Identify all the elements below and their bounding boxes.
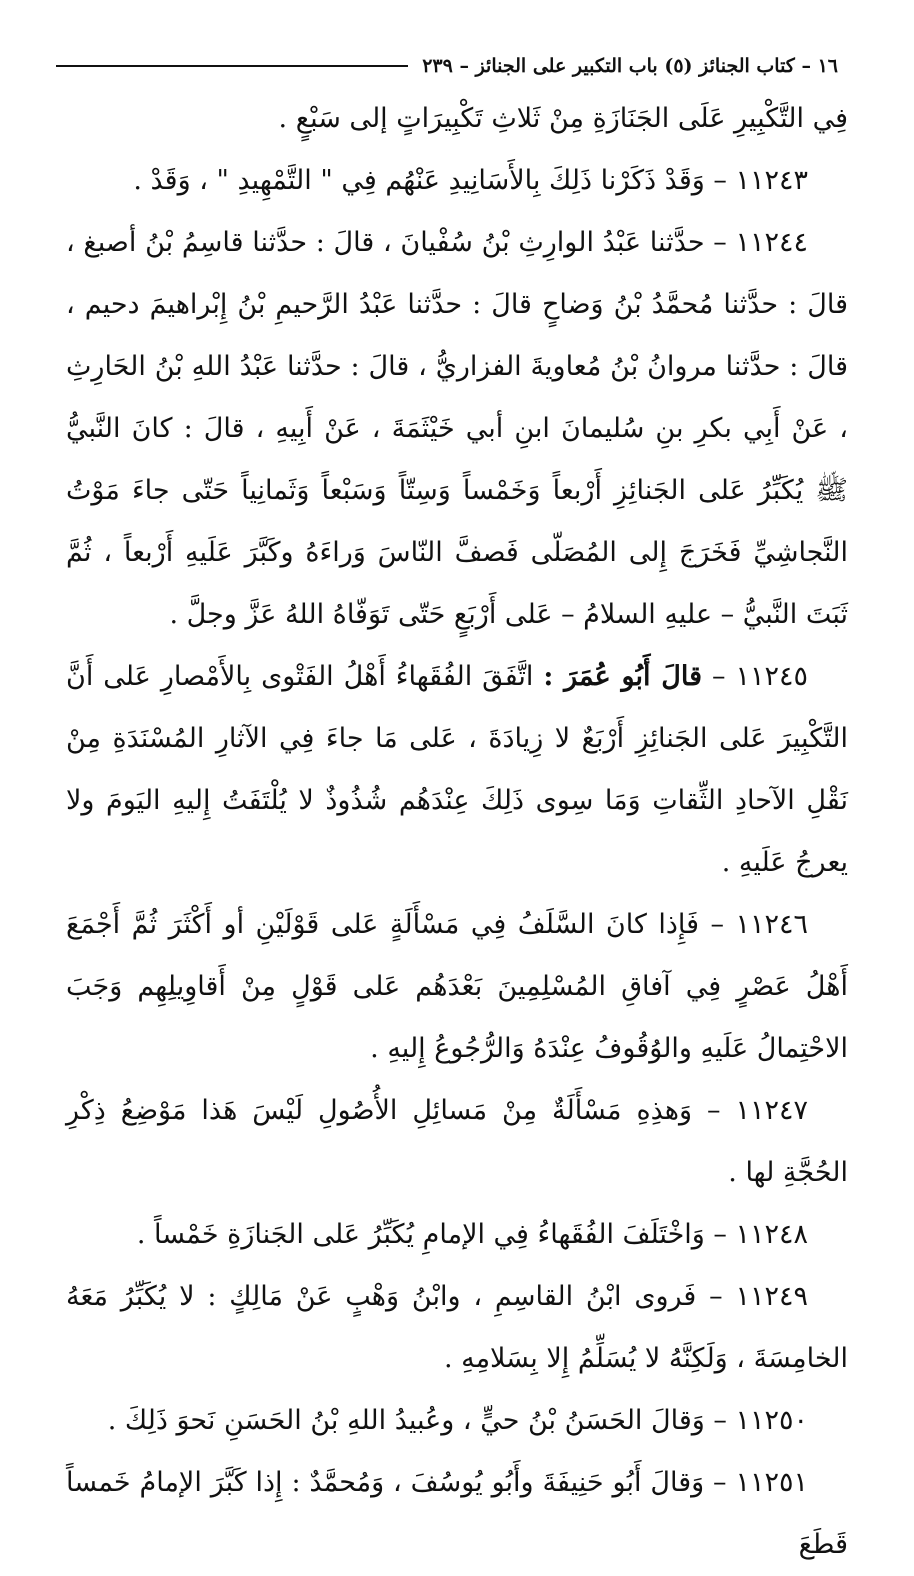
paragraph-11249 bbox=[66, 1266, 848, 1390]
paragraph-text: فِي التَّكْبِيرِ عَلَى الجَنَازَةِ مِنْ ثَلاثِ تَكْبِيرَاتٍ إلى سَبْعٍ . bbox=[278, 103, 848, 134]
paragraph-11243 bbox=[66, 150, 848, 212]
header-rule bbox=[56, 65, 408, 67]
paragraph-number: ١١٢٤٦ bbox=[735, 909, 808, 940]
paragraph-11244 bbox=[66, 212, 848, 646]
paragraph-number: ١١٢٤٣ bbox=[735, 165, 808, 196]
paragraph-number: ١١٢٥٠ bbox=[735, 1405, 808, 1436]
paragraph-11248 bbox=[66, 1204, 848, 1266]
paragraph-text: – وَقالَ الحَسَنُ بْنُ حيٍّ ، وعُبيدُ اللهِ بْنُ الحَسَنِ نَحوَ ذَلِكَ . bbox=[107, 1405, 727, 1436]
paragraph-number: ١١٢٤٨ bbox=[735, 1219, 808, 1250]
paragraph-text: – وَقالَ أَبُو حَنِيفَةَ وأَبُو يُوسُفَ ، وَمُحمَّدٌ : إِذا كَبَّرَ الإمامُ خَمساً قَطَعَ bbox=[66, 1467, 848, 1560]
header-title: ١٦ – كتاب الجنائز (٥) باب التكبير على الجنائز – ٢٣٩ bbox=[422, 55, 838, 77]
paragraph-11247 bbox=[66, 1080, 848, 1204]
paragraph-11251 bbox=[66, 1452, 848, 1576]
body-text bbox=[66, 88, 848, 1576]
paragraph-text: – فَروى ابْنُ القاسِمِ ، وابْنُ وَهْبٍ عَنْ مَالِكٍ : لا يُكَبِّرُ مَعَهُ الخامِسَةَ ، وَلَكِنَّهُ لا يُسَلِّمُ إِلا بِسَلامِهِ . bbox=[66, 1281, 848, 1374]
paragraph-text: – حدَّثنا عَبْدُ الوارِثِ بْنُ سُفْيانَ ، قالَ : حدَّثنا قاسِمُ بْنُ أصبغ ، قالَ : حدَّثنا مُحمَّدُ بْنُ وَضاحٍ قالَ : حدَّثنا عَبْدُ الرَّحيمِ بْنُ إِبْراهيمَ دحيم ، قالَ : حدَّثنا مروانُ بْنُ مُعاويةَ الفزاريُّ ، قالَ : حدَّثنا عَبْدُ اللهِ بْنُ الحَارِثِ ، عَنْ أَبِي بكرِ بنِ سُليمانَ ابنِ أبي خَيْثَمَةَ ، عَنْ أَبِيهِ ، قالَ : كانَ النَّبيُّ ﷺ يُكَبِّرُ عَلى الجَنائِزِ أَرْبعاً وَخَمْساً وَسِتّاً وَسَبْعاً وَثَمانِياً حَتّى جاءَ مَوْتُ النَّجاشِيِّ فَخَرَجَ إِلى المُصَلّى فَصفَّ النّاسَ وَراءَهُ وكَبَّرَ عَلَيهِ أَرْبعاً ، ثُمَّ ثَبَتَ النَّبيُّ – عليهِ السلامُ – عَلى أَرْبَعٍ حَتّى تَوَفّاهُ اللهُ عَزَّ وجلَّ . bbox=[66, 227, 848, 630]
paragraph-number: ١١٢٥١ bbox=[735, 1467, 808, 1498]
paragraph-11250 bbox=[66, 1390, 848, 1452]
paragraph-continuation bbox=[66, 88, 848, 150]
speaker-name: قالَ أَبُو عُمَرَ : bbox=[543, 661, 703, 692]
running-header bbox=[56, 50, 838, 82]
paragraph-text: – وَهذِهِ مَسْأَلَةٌ مِنْ مَسائِلِ الأُصُولِ لَيْسَ هَذا مَوْضِعُ ذِكْرِ الحُجَّةِ لها . bbox=[66, 1095, 848, 1188]
paragraph-number: ١١٢٤٩ bbox=[735, 1281, 808, 1312]
paragraph-11246 bbox=[66, 894, 848, 1080]
paragraph-number: ١١٢٤٧ bbox=[735, 1095, 808, 1126]
paragraph-text: – وَقَدْ ذَكَرْنا ذَلِكَ بِالأَسَانِيدِ عَنْهُم فِي " التَّمْهِيدِ " ، وَقَدْ . bbox=[133, 165, 727, 196]
paragraph-number: ١١٢٤٤ bbox=[735, 227, 808, 258]
paragraph-text: – فَإِذا كانَ السَّلَفُ فِي مَسْأَلَةٍ عَلى قَوْلَيْنِ أو أَكْثَرَ ثُمَّ أَجْمَعَ أَهْلُ عَصْرٍ فِي آفاقِ المُسْلِمِينَ بَعْدَهُم عَلى قَوْلٍ مِنْ أَقاوِيلِهِم وَجَبَ الاحْتِمالُ عَلَيهِ والوُقُوفُ عِنْدَهُ وَالرُّجُوعُ إِليهِ . bbox=[66, 909, 848, 1064]
paragraph-text: اتَّفَقَ الفُقَهاءُ أَهْلُ الفَتْوى بِالأَمْصارِ عَلى أَنَّ التَّكْبِيرَ عَلى الجَنائِزِ أَرْبَعٌ لا زِيادَةَ ، عَلى مَا جاءَ فِي الآثارِ المُسْنَدَةِ مِنْ نَقْلِ الآحادِ الثِّقاتِ وَمَا سِوى ذَلِكَ عِنْدَهُم شُذُوذٌ لا يُلْتَفَتُ إِليهِ اليَومَ ولا يعرجُ عَلَيهِ . bbox=[66, 661, 848, 878]
paragraph-text: – وَاخْتَلَفَ الفُقَهاءُ فِي الإمامِ يُكَبِّرُ عَلى الجَنازَةِ خَمْساً . bbox=[136, 1219, 727, 1250]
paragraph-11245: ١١٢٤٥ – قالَ أَبُو عُمَرَ : اتَّفَقَ الفُقَهاءُ أَهْلُ الفَتْوى بِالأَمْصارِ عَلى أَنَّ التَّكْبِيرَ عَلى الجَنائِزِ أَرْبَعٌ لا زِيادَةَ ، عَلى مَا جاءَ فِي الآثارِ المُسْنَدَةِ مِنْ نَقْلِ الآحادِ الثِّقاتِ وَمَا سِوى ذَلِكَ عِنْدَهُم شُذُوذٌ لا يُلْتَفَتُ إِليهِ اليَومَ ولا يعرجُ عَلَيهِ . bbox=[66, 661, 848, 878]
paragraph-number: ١١٢٤٥ bbox=[735, 661, 808, 692]
